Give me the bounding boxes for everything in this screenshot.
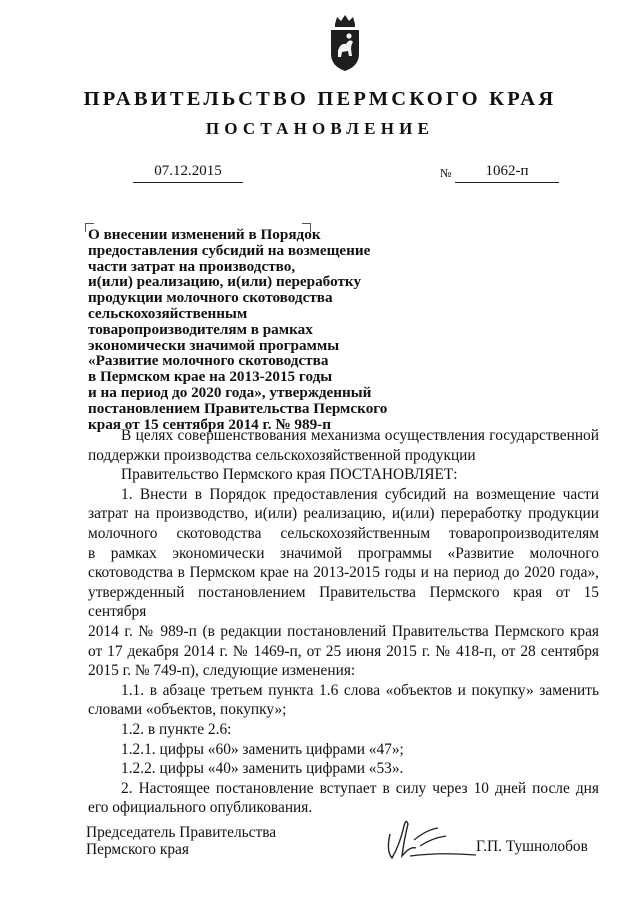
subject-line: и на период до 2020 года», утвержденный [88,383,372,401]
body-line: скотоводства в Пермском крае на 2013-2015 годы и на период до 2020 года», [88,564,599,582]
body-line: 1.2.1. цифры «60» заменить цифрами «47»; [121,740,404,758]
body-line: 1.1. в абзаце третьем пункта 1.6 слова «объектов и покупку» заменить [121,681,599,699]
document-subject [88,227,388,432]
document-body [88,426,599,818]
body-line: утвержденный постановлением Правительства Пермского края от 15 сентября [88,583,599,621]
body-line: 1. Внести в Порядок предоставления субсидий на возмещение части [121,485,599,503]
body-line: В целях совершенствования механизма осуществления государственной [121,427,599,444]
body-line: словами «объектов, покупку»; [88,701,287,719]
subject-line: сельскохозяйственным [88,304,248,322]
coat-of-arms-icon [327,14,363,72]
body-line: от 17 декабря 2014 г. № 1469-п, от 25 июня 2015 г. № 418-п, от 28 сентября [88,642,599,660]
subject-line: О внесении изменений в Порядок [88,226,321,243]
subject-line: продукции молочного скотоводства [88,289,333,307]
signatory-position-line: Председатель Правительства [86,824,277,841]
subject-line: края от 15 сентября 2014 г. № 989-п [88,415,331,433]
subject-line: предоставления субсидий на возмещение [88,241,371,259]
subject-line: в Пермском крае на 2013-2015 годы [88,368,333,386]
body-line: его официального опубликования. [88,799,313,817]
subject-line: товаропроизводителям в рамках [88,320,313,338]
document-type: ПОСТАНОВЛЕНИЕ [205,119,435,138]
body-line: Правительство Пермского края ПОСТАНОВЛЯЕТ: [121,466,458,484]
number-sign: № [440,166,452,180]
signatory-name: Г.П. Тушнолобов [476,838,588,855]
document-number: 1062-п [455,163,559,183]
body-line: в рамках экономически значимой программы «Развитие молочного [88,544,599,562]
subject-line: экономически значимой программы [88,336,340,354]
body-line: 1.2.2. цифры «40» заменить цифрами «53». [121,760,404,778]
subject-line: «Развитие молочного скотоводства [88,352,329,370]
body-line: поддержки производства сельскохозяйственной продукции [88,446,476,464]
subject-line: постановлением Правительства Пермского [88,399,388,417]
document-date: 07.12.2015 [133,163,243,183]
organization-title: ПРАВИТЕЛЬСТВО ПЕРМСКОГО КРАЯ [83,88,557,110]
body-line: 2014 г. № 989-п (в редакции постановлений Правительства Пермского края [88,622,599,640]
body-line: 1.2. в пункте 2.6: [121,720,232,738]
subject-line: и(или) реализацию, и(или) переработку [88,273,362,291]
body-line: молочного скотоводства сельскохозяйственным товаропроизводителям [88,524,599,542]
body-line: 2015 г. № 749-п), следующие изменения: [88,662,356,680]
handwritten-signature [380,806,480,866]
body-line: затрат на производство, и(или) реализацию, и(или) переработку продукции [88,505,599,523]
body-line: 2. Настоящее постановление вступает в силу через 10 дней после дня [121,779,599,797]
signatory-position [86,824,276,858]
subject-line: части затрат на производство, [88,257,296,275]
signatory-position-line: Пермского края [86,841,189,858]
